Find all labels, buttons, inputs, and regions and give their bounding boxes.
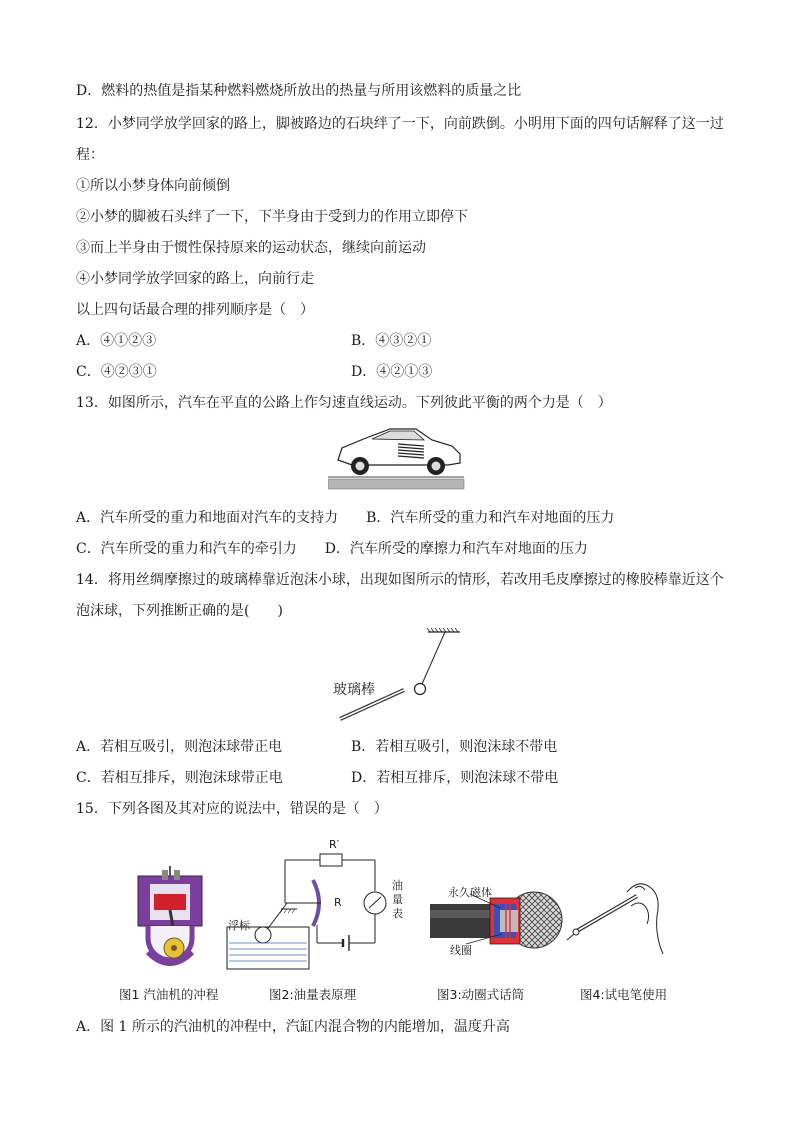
q13-options-ab: A．汽车所受的重力和地面对汽车的支持力 B．汽车所受的重力和汽车对地面的压力: [76, 510, 615, 526]
permanent-magnet-label: 永久磁体: [448, 886, 492, 899]
q12-option-c: C．④②③①: [76, 364, 157, 380]
q12-stem-line1: 12．小梦同学放学回家的路上，脚被路边的石块绊了一下，向前跌倒。小明用下面的四句话解释了这一过: [76, 116, 724, 132]
q11-option-d: D．燃料的热值是指某种燃料燃烧所放出的热量与所用该燃料的质量之比: [76, 83, 522, 99]
fig2-caption: 图2:油量表原理: [269, 987, 357, 1002]
fig4-caption: 图4:试电笔使用: [580, 987, 668, 1002]
q14-stem-line1: 14．将用丝绸摩擦过的玻璃棒靠近泡沫小球，出现如图所示的情形，若改用毛皮摩擦过的橡胶棒靠近这个: [76, 572, 724, 588]
q12-statement-2: ②小梦的脚被石头绊了一下，下半身由于受到力的作用立即停下: [76, 209, 468, 225]
q12-statement-3: ③而上半身由于惯性保持原来的运动状态，继续向前运动: [76, 240, 426, 256]
q15-stem: 15．下列各图及其对应的说法中，错误的是（ ）: [76, 801, 388, 817]
fig3-caption: 图3:动圈式话筒: [437, 987, 525, 1002]
q12-statement-4: ④小梦同学放学回家的路上，向前行走: [76, 271, 314, 287]
q14-stem-line2: 泡沫球，下列推断正确的是( ): [76, 603, 283, 619]
q15-option-a: A．图 1 所示的汽油机的冲程中，汽缸内混合物的内能增加，温度升高: [76, 1019, 510, 1035]
q12-option-b: B．④③②①: [351, 333, 432, 349]
glass-rod-label: 玻璃棒: [333, 682, 375, 698]
test-pencil-figure: [565, 866, 670, 958]
q14-option-c: C．若相互排斥，则泡沫球带正电: [76, 770, 283, 786]
q14-option-b: B．若相互吸引，则泡沫球不带电: [351, 739, 558, 755]
oil-gauge-label: 油 量 表: [392, 879, 403, 920]
q12-option-a: A．④①②③: [76, 333, 157, 349]
oil-gauge-figure: [225, 835, 420, 975]
glass-rod-figure: [330, 626, 465, 726]
engine-figure: [130, 866, 210, 976]
float-label: 浮标: [228, 919, 250, 932]
q12-option-d: D．④②①③: [351, 364, 433, 380]
q12-stem-line2: 程：: [76, 147, 104, 163]
coil-label: 线圈: [450, 944, 472, 957]
resistor-r-prime-label: R′: [329, 838, 340, 851]
resistor-r-label: R: [334, 896, 342, 909]
q14-option-d: D．若相互排斥，则泡沫球不带电: [351, 770, 559, 786]
q13-options-cd: C．汽车所受的重力和汽车的牵引力 D．汽车所受的摩擦力和汽车对地面的压力: [76, 541, 588, 557]
car-figure: [328, 424, 466, 492]
fig1-caption: 图1 汽油机的冲程: [119, 987, 219, 1002]
q12-statement-1: ①所以小梦身体向前倾倒: [76, 178, 230, 194]
q13-stem: 13．如图所示，汽车在平直的公路上作匀速直线运动。下列彼此平衡的两个力是（ ）: [76, 395, 612, 411]
q14-option-a: A．若相互吸引，则泡沫球带正电: [76, 739, 283, 755]
q12-prompt: 以上四句话最合理的排列顺序是（ ）: [76, 302, 314, 318]
